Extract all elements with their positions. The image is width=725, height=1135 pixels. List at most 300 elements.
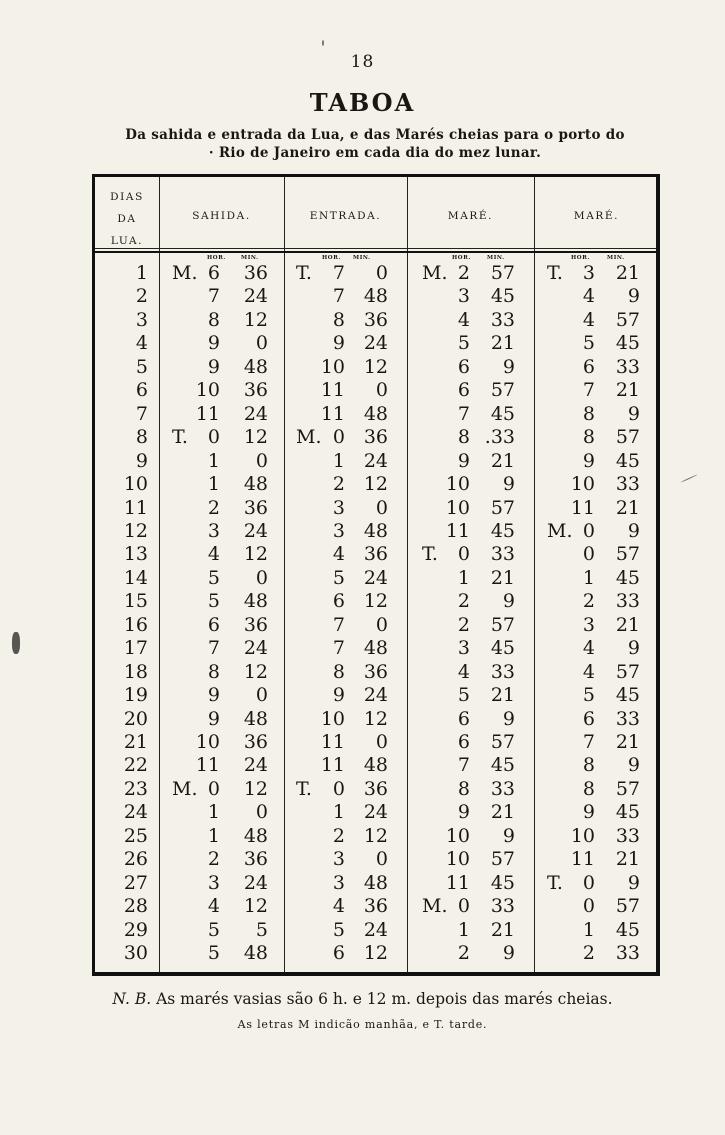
entrada-min: 36 bbox=[363, 308, 388, 331]
entrada-hour: 3 bbox=[332, 848, 345, 871]
entrada-hour: 6 bbox=[332, 590, 345, 613]
mare2-min: 21 bbox=[615, 379, 640, 402]
legend-note: As letras M indicão manhãa, e T. tarde. bbox=[237, 1018, 488, 1031]
entrada-min: 24 bbox=[363, 449, 388, 472]
mare2-min: 45 bbox=[615, 566, 640, 589]
day-cell: 22 bbox=[123, 754, 148, 777]
mare2-hour: 4 bbox=[582, 660, 595, 683]
mare1-min: 57 bbox=[490, 262, 515, 284]
mare1-min: 33 bbox=[490, 308, 515, 331]
sahida-min: 24 bbox=[243, 637, 268, 660]
mare2-hour: 0 bbox=[582, 895, 595, 918]
mare2-hour: 1 bbox=[582, 918, 595, 941]
mare2-period: M. bbox=[547, 519, 573, 542]
sahida-hour: 3 bbox=[207, 519, 220, 542]
sahida-hour: 1 bbox=[207, 801, 220, 824]
sahida-hour: 5 bbox=[207, 918, 220, 941]
mare2-min: 9 bbox=[627, 285, 640, 308]
mare1-period: T. bbox=[422, 543, 438, 566]
sahida-min: 5 bbox=[255, 918, 268, 941]
mare2-min: 33 bbox=[615, 824, 640, 847]
mare2-hour: 0 bbox=[582, 871, 595, 894]
sahida-min: 24 bbox=[243, 754, 268, 777]
subtitle bbox=[95, 126, 655, 162]
sahida-min: 0 bbox=[255, 332, 268, 355]
sahida-hour: 3 bbox=[207, 871, 220, 894]
mare2-min: 21 bbox=[615, 731, 640, 753]
table-row bbox=[0, 778, 725, 801]
sahida-min: 12 bbox=[243, 895, 268, 918]
mare1-hour: 1 bbox=[457, 918, 470, 941]
entrada-min: 0 bbox=[375, 613, 388, 636]
mare1-hour: 2 bbox=[457, 590, 470, 613]
sahida-hour: 7 bbox=[207, 637, 220, 660]
sahida-min: 12 bbox=[243, 660, 268, 683]
mare2-hour: 11 bbox=[570, 496, 595, 519]
table-row bbox=[0, 426, 725, 449]
mare2-min: 21 bbox=[615, 613, 640, 636]
header-divider bbox=[95, 248, 656, 249]
ink-speck bbox=[12, 632, 20, 654]
sahida-hour: 5 bbox=[207, 566, 220, 589]
sahida-hour: 9 bbox=[207, 332, 220, 355]
nb-label: N. B. bbox=[112, 990, 152, 1008]
sahida-hour: 1 bbox=[207, 824, 220, 847]
mare2-min: 33 bbox=[615, 707, 640, 730]
sahida-min: 48 bbox=[243, 942, 268, 965]
sahida-hour: 6 bbox=[207, 613, 220, 636]
entrada-hour: 8 bbox=[332, 660, 345, 683]
table-row bbox=[0, 731, 725, 754]
table-row bbox=[0, 285, 725, 308]
day-cell: 18 bbox=[123, 660, 148, 683]
table-row bbox=[0, 708, 725, 731]
mare1-hour: 2 bbox=[457, 942, 470, 965]
day-cell: 5 bbox=[135, 355, 148, 378]
sahida-min: 0 bbox=[255, 684, 268, 707]
entrada-min: 36 bbox=[363, 543, 388, 566]
sahida-hour: 10 bbox=[195, 731, 220, 753]
sahida-min: 48 bbox=[243, 707, 268, 730]
header-divider-heavy bbox=[95, 251, 656, 253]
sahida-min: 12 bbox=[243, 308, 268, 331]
table-row bbox=[0, 403, 725, 426]
subtitle-line-1: Da sahida e entrada da Lua, e das Marés cheias para o porto do bbox=[125, 127, 625, 143]
entrada-hour: 7 bbox=[332, 262, 345, 284]
mare1-hour: 7 bbox=[457, 754, 470, 777]
entrada-hour: 3 bbox=[332, 496, 345, 519]
mare2-min: 9 bbox=[627, 519, 640, 542]
entrada-hour: 10 bbox=[320, 707, 345, 730]
entrada-min: 24 bbox=[363, 918, 388, 941]
entrada-hour: 2 bbox=[332, 824, 345, 847]
mare2-hour: 4 bbox=[582, 308, 595, 331]
entrada-min: 0 bbox=[375, 731, 388, 753]
sahida-hour: 11 bbox=[195, 402, 220, 425]
sahida-min: 0 bbox=[255, 566, 268, 589]
table-row bbox=[0, 450, 725, 473]
table-row bbox=[0, 567, 725, 590]
day-cell: 6 bbox=[135, 379, 148, 402]
header-mare-2: MARÉ. bbox=[573, 210, 620, 222]
mare2-min: 33 bbox=[615, 942, 640, 965]
entrada-hour: 11 bbox=[320, 754, 345, 777]
mare2-hour: 5 bbox=[582, 684, 595, 707]
mare1-hour: 10 bbox=[445, 473, 470, 496]
sahida-hour: 9 bbox=[207, 684, 220, 707]
sahida-period: T. bbox=[172, 426, 188, 449]
mare1-period: M. bbox=[422, 895, 448, 918]
entrada-min: 12 bbox=[363, 824, 388, 847]
entrada-min: 48 bbox=[363, 637, 388, 660]
day-cell: 11 bbox=[123, 496, 148, 519]
subheader-min: MIN. bbox=[241, 255, 259, 261]
mare1-hour: 4 bbox=[457, 308, 470, 331]
mare2-hour: 8 bbox=[582, 426, 595, 449]
day-cell: 27 bbox=[123, 871, 148, 894]
day-cell: 10 bbox=[123, 473, 148, 496]
day-cell: 4 bbox=[135, 332, 148, 355]
day-cell: 16 bbox=[123, 613, 148, 636]
mare2-hour: 3 bbox=[582, 613, 595, 636]
mare2-hour: 4 bbox=[582, 637, 595, 660]
mare2-hour: 9 bbox=[582, 449, 595, 472]
sahida-min: 12 bbox=[243, 543, 268, 566]
entrada-min: 12 bbox=[363, 473, 388, 496]
sahida-hour: 2 bbox=[207, 496, 220, 519]
day-cell: 7 bbox=[135, 402, 148, 425]
entrada-hour: 6 bbox=[332, 942, 345, 965]
table-row bbox=[0, 661, 725, 684]
entrada-hour: 2 bbox=[332, 473, 345, 496]
nota-bene bbox=[0, 990, 725, 1008]
sahida-min: 0 bbox=[255, 449, 268, 472]
sahida-hour: 7 bbox=[207, 285, 220, 308]
table-row bbox=[0, 262, 725, 285]
mare1-hour: 5 bbox=[457, 684, 470, 707]
sahida-min: 24 bbox=[243, 519, 268, 542]
sahida-period: M. bbox=[172, 777, 198, 800]
sahida-min: 24 bbox=[243, 402, 268, 425]
table-row bbox=[0, 309, 725, 332]
sahida-min: 36 bbox=[243, 496, 268, 519]
day-cell: 25 bbox=[123, 824, 148, 847]
mare1-min: 21 bbox=[490, 566, 515, 589]
day-cell: 28 bbox=[123, 895, 148, 918]
day-cell: 13 bbox=[123, 543, 148, 566]
day-cell: 23 bbox=[123, 777, 148, 800]
sahida-hour: 10 bbox=[195, 379, 220, 402]
entrada-hour: 11 bbox=[320, 379, 345, 402]
subheader-hor: HOR. bbox=[571, 255, 590, 261]
day-cell: 29 bbox=[123, 918, 148, 941]
entrada-min: 24 bbox=[363, 684, 388, 707]
mare2-hour: 9 bbox=[582, 801, 595, 824]
entrada-hour: 8 bbox=[332, 308, 345, 331]
table-row bbox=[0, 825, 725, 848]
header-dias: DIAS DA LUA. bbox=[110, 191, 144, 247]
sahida-min: 24 bbox=[243, 285, 268, 308]
mare1-min: 33 bbox=[490, 660, 515, 683]
mare2-min: 57 bbox=[615, 895, 640, 918]
ink-speck bbox=[322, 40, 324, 46]
entrada-min: 36 bbox=[363, 426, 388, 449]
mare1-min: 33 bbox=[490, 543, 515, 566]
mare1-hour: 11 bbox=[445, 519, 470, 542]
sahida-period: M. bbox=[172, 262, 198, 284]
entrada-period: M. bbox=[296, 426, 322, 449]
mare1-min: 57 bbox=[490, 731, 515, 753]
sahida-hour: 4 bbox=[207, 895, 220, 918]
mare1-hour: 6 bbox=[457, 707, 470, 730]
mare2-min: 45 bbox=[615, 332, 640, 355]
sahida-min: 12 bbox=[243, 426, 268, 449]
sahida-min: 36 bbox=[243, 379, 268, 402]
mare1-hour: 6 bbox=[457, 379, 470, 402]
table-row bbox=[0, 895, 725, 918]
page-number: 18 bbox=[350, 52, 375, 72]
sahida-hour: 9 bbox=[207, 707, 220, 730]
page-title: TABOA bbox=[309, 88, 416, 117]
mare2-hour: 8 bbox=[582, 777, 595, 800]
entrada-min: 36 bbox=[363, 660, 388, 683]
sahida-min: 12 bbox=[243, 777, 268, 800]
mare1-hour: 8 bbox=[457, 426, 470, 449]
entrada-min: 48 bbox=[363, 285, 388, 308]
entrada-min: 36 bbox=[363, 777, 388, 800]
mare2-hour: 2 bbox=[582, 942, 595, 965]
entrada-hour: 10 bbox=[320, 355, 345, 378]
mare1-min: 21 bbox=[490, 332, 515, 355]
mare2-hour: 8 bbox=[582, 754, 595, 777]
mare2-min: 45 bbox=[615, 449, 640, 472]
entrada-min: 48 bbox=[363, 402, 388, 425]
mare1-min: 33 bbox=[490, 777, 515, 800]
sahida-min: 48 bbox=[243, 473, 268, 496]
mare2-min: 9 bbox=[627, 754, 640, 777]
mare1-min: 9 bbox=[502, 590, 515, 613]
sahida-min: 24 bbox=[243, 871, 268, 894]
table-row bbox=[0, 543, 725, 566]
entrada-min: 0 bbox=[375, 262, 388, 284]
sahida-hour: 2 bbox=[207, 848, 220, 871]
entrada-hour: 7 bbox=[332, 613, 345, 636]
mare2-hour: 4 bbox=[582, 285, 595, 308]
entrada-hour: 1 bbox=[332, 801, 345, 824]
sahida-hour: 6 bbox=[207, 262, 220, 284]
table-row bbox=[0, 590, 725, 613]
mare1-min: 57 bbox=[490, 379, 515, 402]
sahida-min: 48 bbox=[243, 824, 268, 847]
day-cell: 21 bbox=[123, 731, 148, 753]
entrada-hour: 4 bbox=[332, 543, 345, 566]
table-row bbox=[0, 919, 725, 942]
mare1-min: 45 bbox=[490, 285, 515, 308]
entrada-period: T. bbox=[296, 777, 312, 800]
sahida-hour: 8 bbox=[207, 308, 220, 331]
mare2-hour: 10 bbox=[570, 824, 595, 847]
entrada-min: 0 bbox=[375, 379, 388, 402]
mare1-hour: 9 bbox=[457, 801, 470, 824]
mare1-hour: 7 bbox=[457, 402, 470, 425]
entrada-hour: 11 bbox=[320, 402, 345, 425]
mare1-min: 21 bbox=[490, 918, 515, 941]
mare2-min: 57 bbox=[615, 308, 640, 331]
mare1-min: 9 bbox=[502, 473, 515, 496]
mare2-min: 33 bbox=[615, 590, 640, 613]
subheader-hor: HOR. bbox=[322, 255, 341, 261]
mare1-hour: 4 bbox=[457, 660, 470, 683]
mare1-min: 9 bbox=[502, 824, 515, 847]
sahida-hour: 4 bbox=[207, 543, 220, 566]
mare1-period: M. bbox=[422, 262, 448, 284]
mare2-period: T. bbox=[547, 871, 563, 894]
mare1-min: 45 bbox=[490, 754, 515, 777]
entrada-hour: 5 bbox=[332, 566, 345, 589]
entrada-hour: 7 bbox=[332, 637, 345, 660]
sahida-hour: 0 bbox=[207, 426, 220, 449]
mare1-min: 57 bbox=[490, 613, 515, 636]
mare2-hour: 11 bbox=[570, 848, 595, 871]
mare2-min: 33 bbox=[615, 355, 640, 378]
subheader-hor: HOR. bbox=[207, 255, 226, 261]
day-cell: 2 bbox=[135, 285, 148, 308]
mare1-hour: 5 bbox=[457, 332, 470, 355]
entrada-min: 0 bbox=[375, 496, 388, 519]
mare2-min: 45 bbox=[615, 684, 640, 707]
mare1-hour: 1 bbox=[457, 566, 470, 589]
sahida-hour: 1 bbox=[207, 449, 220, 472]
mare1-hour: 10 bbox=[445, 848, 470, 871]
mare1-min: 21 bbox=[490, 449, 515, 472]
mare2-min: 45 bbox=[615, 801, 640, 824]
table-row bbox=[0, 872, 725, 895]
table-row bbox=[0, 332, 725, 355]
mare1-hour: 10 bbox=[445, 824, 470, 847]
mare1-hour: 3 bbox=[457, 637, 470, 660]
day-cell: 8 bbox=[135, 426, 148, 449]
mare1-min: .33 bbox=[484, 426, 515, 449]
table-row bbox=[0, 520, 725, 543]
mare1-min: 33 bbox=[490, 895, 515, 918]
mare1-min: 21 bbox=[490, 801, 515, 824]
mare1-min: 21 bbox=[490, 684, 515, 707]
mare1-min: 45 bbox=[490, 637, 515, 660]
entrada-hour: 0 bbox=[332, 426, 345, 449]
subheader-min: MIN. bbox=[353, 255, 371, 261]
table-row bbox=[0, 497, 725, 520]
mare1-min: 57 bbox=[490, 848, 515, 871]
mare1-min: 45 bbox=[490, 871, 515, 894]
mare2-min: 9 bbox=[627, 402, 640, 425]
mare2-hour: 5 bbox=[582, 332, 595, 355]
sahida-min: 48 bbox=[243, 355, 268, 378]
day-cell: 9 bbox=[135, 449, 148, 472]
entrada-period: T. bbox=[296, 262, 312, 284]
mare2-hour: 8 bbox=[582, 402, 595, 425]
mare1-hour: 9 bbox=[457, 449, 470, 472]
entrada-hour: 0 bbox=[332, 777, 345, 800]
sahida-min: 0 bbox=[255, 801, 268, 824]
sahida-hour: 0 bbox=[207, 777, 220, 800]
entrada-min: 12 bbox=[363, 707, 388, 730]
mare2-hour: 1 bbox=[582, 566, 595, 589]
entrada-hour: 3 bbox=[332, 519, 345, 542]
mare1-min: 45 bbox=[490, 519, 515, 542]
subheader-min: MIN. bbox=[607, 255, 625, 261]
subtitle-line-2: · Rio de Janeiro em cada dia do mez lunar. bbox=[208, 145, 542, 161]
sahida-min: 36 bbox=[243, 731, 268, 753]
day-cell: 19 bbox=[123, 684, 148, 707]
mare2-hour: 0 bbox=[582, 519, 595, 542]
sahida-min: 36 bbox=[243, 613, 268, 636]
day-cell: 24 bbox=[123, 801, 148, 824]
day-cell: 1 bbox=[135, 262, 148, 284]
table-row bbox=[0, 684, 725, 707]
entrada-min: 24 bbox=[363, 332, 388, 355]
day-cell: 12 bbox=[123, 519, 148, 542]
mare2-min: 57 bbox=[615, 426, 640, 449]
sahida-hour: 11 bbox=[195, 754, 220, 777]
sahida-min: 48 bbox=[243, 590, 268, 613]
entrada-min: 0 bbox=[375, 848, 388, 871]
mare1-hour: 0 bbox=[457, 543, 470, 566]
header-entrada: ENTRADA. bbox=[309, 210, 382, 222]
mare2-hour: 6 bbox=[582, 355, 595, 378]
mare2-min: 57 bbox=[615, 660, 640, 683]
mare1-hour: 6 bbox=[457, 731, 470, 753]
day-cell: 3 bbox=[135, 308, 148, 331]
mare2-min: 45 bbox=[615, 918, 640, 941]
entrada-hour: 4 bbox=[332, 895, 345, 918]
entrada-min: 36 bbox=[363, 895, 388, 918]
mare1-hour: 8 bbox=[457, 777, 470, 800]
entrada-min: 24 bbox=[363, 566, 388, 589]
mare2-hour: 10 bbox=[570, 473, 595, 496]
entrada-hour: 1 bbox=[332, 449, 345, 472]
mare2-min: 9 bbox=[627, 637, 640, 660]
mare2-hour: 6 bbox=[582, 707, 595, 730]
subheader-hor: HOR. bbox=[452, 255, 471, 261]
mare1-min: 57 bbox=[490, 496, 515, 519]
table-row bbox=[0, 754, 725, 777]
mare2-period: T. bbox=[547, 262, 563, 284]
entrada-min: 48 bbox=[363, 754, 388, 777]
mare2-min: 9 bbox=[627, 871, 640, 894]
day-cell: 20 bbox=[123, 707, 148, 730]
day-cell: 17 bbox=[123, 637, 148, 660]
entrada-hour: 7 bbox=[332, 285, 345, 308]
table-row bbox=[0, 614, 725, 637]
mare2-min: 21 bbox=[615, 496, 640, 519]
mare1-min: 9 bbox=[502, 355, 515, 378]
sahida-hour: 5 bbox=[207, 942, 220, 965]
sahida-hour: 9 bbox=[207, 355, 220, 378]
mare1-hour: 10 bbox=[445, 496, 470, 519]
sahida-min: 36 bbox=[243, 262, 268, 284]
mare2-hour: 3 bbox=[582, 262, 595, 284]
mare2-min: 21 bbox=[615, 262, 640, 284]
table-row bbox=[0, 379, 725, 402]
entrada-hour: 9 bbox=[332, 332, 345, 355]
table-row bbox=[0, 473, 725, 496]
mare2-hour: 0 bbox=[582, 543, 595, 566]
mare1-hour: 6 bbox=[457, 355, 470, 378]
day-cell: 30 bbox=[123, 942, 148, 965]
table-row bbox=[0, 801, 725, 824]
table-row bbox=[0, 637, 725, 660]
sahida-hour: 1 bbox=[207, 473, 220, 496]
